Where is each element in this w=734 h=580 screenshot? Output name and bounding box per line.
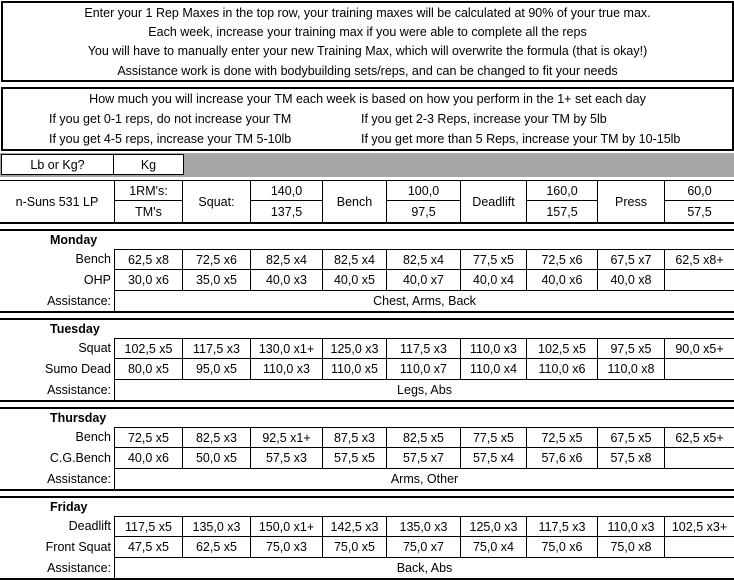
assistance-label: Assistance: — [0, 291, 115, 311]
set-cell[interactable]: 80,0 x5 — [115, 359, 183, 380]
tm-rules-heading: How much you will increase your TM each week is based on how you perform in the 1+ set each day — [89, 92, 646, 106]
set-cell[interactable]: 110,0 x6 — [527, 359, 598, 380]
set-cell[interactable]: 62,5 x5+ — [665, 427, 734, 448]
rm-deadlift[interactable]: 160,0 — [527, 181, 598, 201]
tm-label: TM's — [115, 201, 183, 222]
units-label: Lb or Kg? — [1, 154, 114, 175]
rm-squat[interactable]: 140,0 — [251, 181, 323, 201]
set-cell[interactable]: 75,0 x8 — [598, 537, 665, 558]
set-cell[interactable]: 47,5 x5 — [115, 537, 183, 558]
instruction-line-4: Assistance work is done with bodybuilding sets/reps, and can be changed to fit your needs — [117, 64, 618, 78]
set-cell[interactable]: 77,5 x5 — [461, 249, 527, 270]
set-cell[interactable]: 82,5 x4 — [323, 249, 387, 270]
instruction-line-2: Each week, increase your training max if you were able to complete all the reps — [148, 25, 587, 39]
set-cell[interactable]: 135,0 x3 — [387, 516, 461, 537]
set-cell[interactable]: 130,0 x1+ — [251, 338, 323, 359]
set-cell[interactable]: 117,5 x3 — [387, 338, 461, 359]
assistance-value[interactable]: Chest, Arms, Back — [373, 294, 476, 308]
set-cell[interactable]: 82,5 x5 — [387, 427, 461, 448]
set-cell[interactable]: 117,5 x3 — [527, 516, 598, 537]
set-cell[interactable]: 75,0 x3 — [251, 537, 323, 558]
set-cell[interactable]: 72,5 x5 — [115, 427, 183, 448]
set-cell[interactable]: 67,5 x5 — [598, 427, 665, 448]
set-cell[interactable]: 102,5 x5 — [527, 338, 598, 359]
rm-bench[interactable]: 100,0 — [387, 181, 461, 201]
set-cell[interactable]: 75,0 x4 — [461, 537, 527, 558]
instruction-line-1: Enter your 1 Rep Maxes in the top row, your training maxes will be calculated at 90% of your true max. — [84, 6, 651, 20]
rm-press[interactable]: 60,0 — [665, 181, 734, 201]
set-cell[interactable]: 87,5 x3 — [323, 427, 387, 448]
tm-rule-2-3: If you get 2-3 Reps, increase your TM by 5lb — [361, 112, 607, 126]
set-cell[interactable]: 40,0 x6 — [115, 448, 183, 469]
assistance-label: Assistance: — [0, 469, 115, 489]
lift-name-squat: Squat: — [183, 181, 251, 222]
set-cell[interactable]: 92,5 x1+ — [251, 427, 323, 448]
set-cell[interactable]: 110,0 x7 — [387, 359, 461, 380]
assistance-label: Assistance: — [0, 558, 115, 578]
set-cell[interactable]: 150,0 x1+ — [251, 516, 323, 537]
set-cell[interactable]: 125,0 x3 — [323, 338, 387, 359]
set-cell[interactable]: 110,0 x4 — [461, 359, 527, 380]
set-cell[interactable]: 110,0 x3 — [251, 359, 323, 380]
set-cell[interactable]: 40,0 x6 — [527, 270, 598, 291]
set-cell[interactable]: 75,0 x5 — [323, 537, 387, 558]
set-cell[interactable]: 90,0 x5+ — [665, 338, 734, 359]
assistance-value[interactable]: Back, Abs — [396, 561, 453, 575]
tm-bench[interactable]: 97,5 — [387, 201, 461, 222]
set-cell[interactable] — [665, 270, 734, 291]
tm-rule-4-5: If you get 4-5 reps, increase your TM 5-10lb — [49, 132, 292, 146]
set-cell[interactable]: 57,5 x4 — [461, 448, 527, 469]
set-cell[interactable]: 82,5 x4 — [251, 249, 323, 270]
set-cell[interactable]: 102,5 x3+ — [665, 516, 734, 537]
tm-rule-0-1: If you get 0-1 reps, do not increase your TM — [49, 112, 292, 126]
set-cell[interactable]: 57,5 x8 — [598, 448, 665, 469]
set-cell[interactable]: 110,0 x5 — [323, 359, 387, 380]
set-cell[interactable]: 40,0 x3 — [251, 270, 323, 291]
set-cell[interactable]: 117,5 x3 — [183, 338, 251, 359]
lift-name-press: Press — [598, 181, 665, 222]
set-cell[interactable]: 117,5 x5 — [115, 516, 183, 537]
set-cell[interactable]: 102,5 x5 — [115, 338, 183, 359]
set-cell[interactable]: 30,0 x6 — [115, 270, 183, 291]
set-cell[interactable] — [665, 359, 734, 380]
set-cell[interactable]: 62,5 x8+ — [665, 249, 734, 270]
assistance-label: Assistance: — [0, 380, 115, 400]
set-cell[interactable]: 75,0 x7 — [387, 537, 461, 558]
exercise-label: Bench — [0, 427, 115, 448]
set-cell[interactable]: 57,5 x7 — [387, 448, 461, 469]
set-cell[interactable]: 40,0 x7 — [387, 270, 461, 291]
set-cell[interactable]: 77,5 x5 — [461, 427, 527, 448]
set-cell[interactable]: 72,5 x6 — [183, 249, 251, 270]
set-cell[interactable]: 125,0 x3 — [461, 516, 527, 537]
day-name: Friday — [50, 500, 88, 514]
set-cell[interactable]: 75,0 x6 — [527, 537, 598, 558]
set-cell[interactable]: 142,5 x3 — [323, 516, 387, 537]
set-cell[interactable]: 57,6 x6 — [527, 448, 598, 469]
set-cell[interactable]: 62,5 x8 — [115, 249, 183, 270]
set-cell[interactable]: 62,5 x5 — [183, 537, 251, 558]
tm-press[interactable]: 57,5 — [687, 204, 712, 219]
day-name: Thursday — [50, 411, 107, 425]
instruction-line-3: You will have to manually enter your new Training Max, which will overwrite the formula (that is okay!) — [87, 44, 648, 58]
set-cell[interactable]: 40,0 x5 — [323, 270, 387, 291]
set-cell[interactable]: 57,5 x5 — [323, 448, 387, 469]
set-cell[interactable]: 35,0 x5 — [183, 270, 251, 291]
exercise-label: Front Squat — [0, 537, 115, 558]
exercise-label: C.G.Bench — [0, 448, 115, 469]
set-cell[interactable]: 110,0 x8 — [598, 359, 665, 380]
set-cell[interactable]: 72,5 x6 — [527, 249, 598, 270]
program-name: n-Suns 531 LP — [0, 181, 115, 222]
set-cell[interactable]: 82,5 x3 — [183, 427, 251, 448]
set-cell[interactable]: 97,5 x5 — [598, 338, 665, 359]
tm-deadlift[interactable]: 157,5 — [527, 201, 598, 222]
instructions-box — [1, 1, 734, 82]
exercise-label: Bench — [0, 249, 115, 270]
set-cell[interactable]: 67,5 x7 — [598, 249, 665, 270]
set-cell[interactable]: 82,5 x4 — [387, 249, 461, 270]
set-cell[interactable]: 135,0 x3 — [183, 516, 251, 537]
day-name: Monday — [50, 233, 98, 247]
exercise-label: OHP — [0, 270, 115, 291]
day-name: Tuesday — [50, 322, 100, 336]
lift-name-deadlift: Deadlift — [461, 181, 527, 222]
exercise-label: Sumo Dead — [0, 359, 115, 380]
exercise-label: Deadlift — [0, 516, 115, 537]
tm-rules-box — [1, 87, 734, 151]
set-cell[interactable]: 110,0 x3 — [461, 338, 527, 359]
assistance-value[interactable]: Legs, Abs — [397, 383, 452, 397]
set-cell[interactable]: 95,0 x5 — [183, 359, 251, 380]
tm-squat[interactable]: 137,5 — [251, 201, 323, 222]
set-cell[interactable] — [665, 448, 734, 469]
assistance-value[interactable]: Arms, Other — [390, 472, 459, 486]
rm-label: 1RM's: — [115, 181, 183, 201]
set-cell[interactable]: 110,0 x3 — [598, 516, 665, 537]
exercise-label: Squat — [0, 338, 115, 359]
lift-name-bench: Bench — [323, 181, 387, 222]
set-cell[interactable]: 72,5 x5 — [527, 427, 598, 448]
set-cell[interactable]: 40,0 x8 — [598, 270, 665, 291]
units-value-cell[interactable]: Kg — [113, 154, 184, 175]
set-cell[interactable]: 57,5 x3 — [251, 448, 323, 469]
tm-rule-5-plus: If you get more than 5 Reps, increase your TM by 10-15lb — [361, 132, 681, 146]
set-cell[interactable]: 50,0 x5 — [183, 448, 251, 469]
set-cell[interactable]: 40,0 x4 — [461, 270, 527, 291]
set-cell[interactable] — [665, 537, 734, 558]
